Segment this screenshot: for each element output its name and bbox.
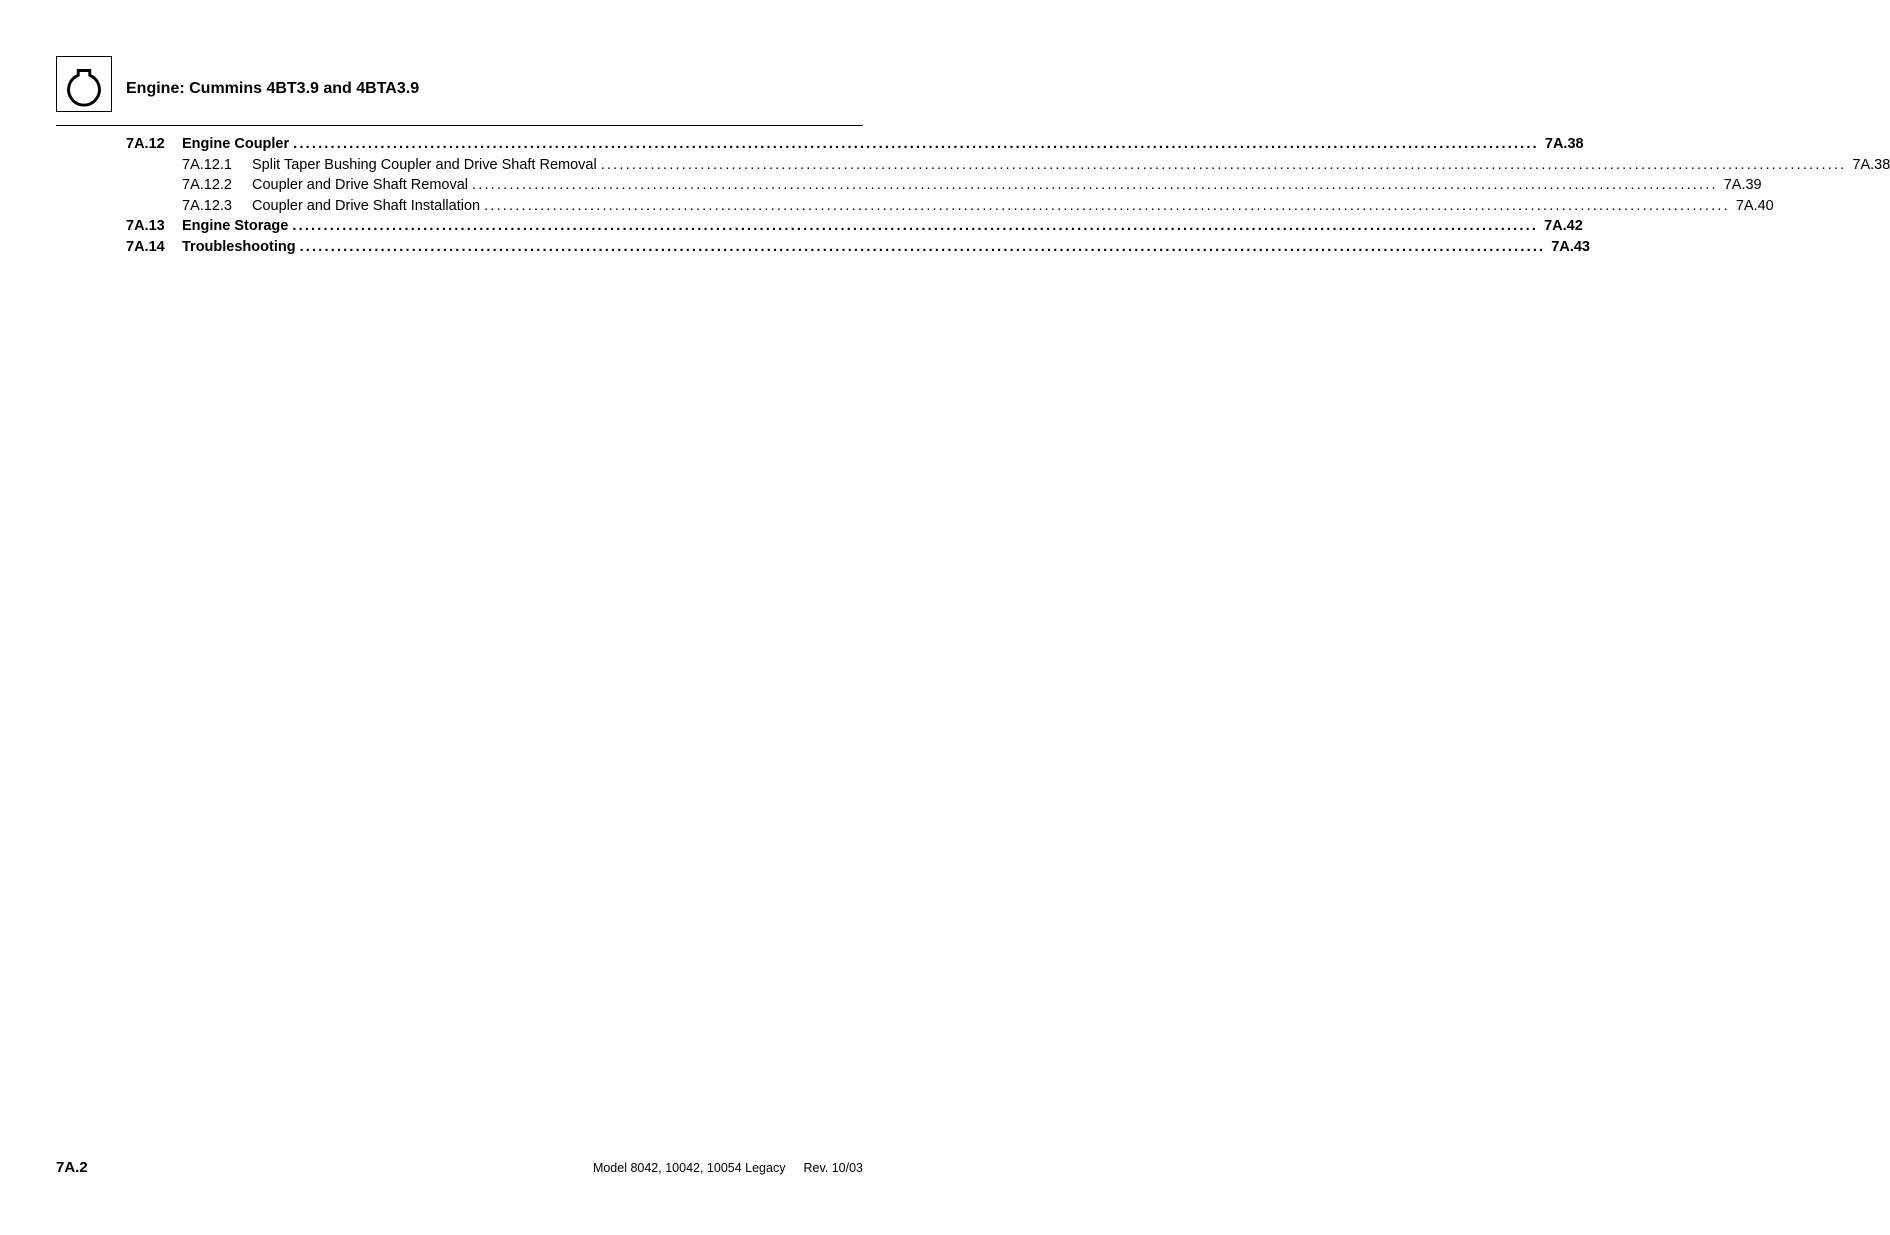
toc-entry-title: Engine Coupler xyxy=(182,136,290,152)
toc-entry-number: 7A.14 xyxy=(126,238,165,255)
toc-entry[interactable] xyxy=(126,134,1584,155)
toc-leader-dots: ........................................................................................................................................................................................................ xyxy=(484,197,1730,214)
engine-outline-graphic xyxy=(57,57,111,111)
toc-entry[interactable] xyxy=(126,216,1583,237)
toc-entry-page: 7A.40 xyxy=(1735,197,1774,214)
toc-entry-page: 7A.42 xyxy=(1544,218,1583,234)
toc-entry-number: 7A.12.1 xyxy=(182,156,232,173)
revision-text: Rev. 10/03 xyxy=(803,1161,863,1175)
table-of-contents xyxy=(126,134,1890,257)
toc-leader-dots: ........................................................................................................................................................................................................ xyxy=(292,218,1539,234)
toc-entry[interactable] xyxy=(126,175,1762,196)
engine-section-icon xyxy=(56,56,112,112)
toc-leader-dots: ........................................................................................................................................................................................................ xyxy=(600,156,1847,173)
toc-entry-title: Split Taper Bushing Coupler and Drive Shaft Removal xyxy=(252,156,597,173)
toc-entry[interactable] xyxy=(126,237,1590,258)
toc-entry-page: 7A.39 xyxy=(1723,177,1762,193)
footer-model-info xyxy=(593,1159,863,1177)
page-number: 7A.2 xyxy=(56,1159,88,1176)
toc-entry-title: Coupler and Drive Shaft Removal xyxy=(252,177,468,193)
model-text: Model 8042, 10042, 10054 Legacy xyxy=(592,1161,786,1175)
toc-entry-title: Coupler and Drive Shaft Installation xyxy=(252,197,481,214)
toc-entry-number: 7A.12 xyxy=(126,136,165,152)
header-divider xyxy=(56,125,863,126)
toc-entry-number: 7A.12.3 xyxy=(182,197,232,214)
toc-leader-dots: ........................................................................................................................................................................................................ xyxy=(299,238,1546,255)
toc-entry-page: 7A.38 xyxy=(1852,156,1890,173)
toc-leader-dots: ........................................................................................................................................................................................................ xyxy=(293,136,1539,152)
toc-entry-page: 7A.38 xyxy=(1544,136,1584,152)
toc-entry-page: 7A.43 xyxy=(1551,238,1590,255)
toc-entry[interactable] xyxy=(126,196,1774,217)
toc-entry-title: Troubleshooting xyxy=(182,238,296,255)
toc-entry-number: 7A.12.2 xyxy=(182,177,232,193)
toc-entry[interactable] xyxy=(126,155,1890,176)
toc-leader-dots: ........................................................................................................................................................................................................ xyxy=(472,177,1718,193)
toc-entry-title: Engine Storage xyxy=(182,218,289,234)
section-title: Engine: Cummins 4BT3.9 and 4BTA3.9 xyxy=(126,80,420,97)
toc-entry-number: 7A.13 xyxy=(126,218,165,234)
